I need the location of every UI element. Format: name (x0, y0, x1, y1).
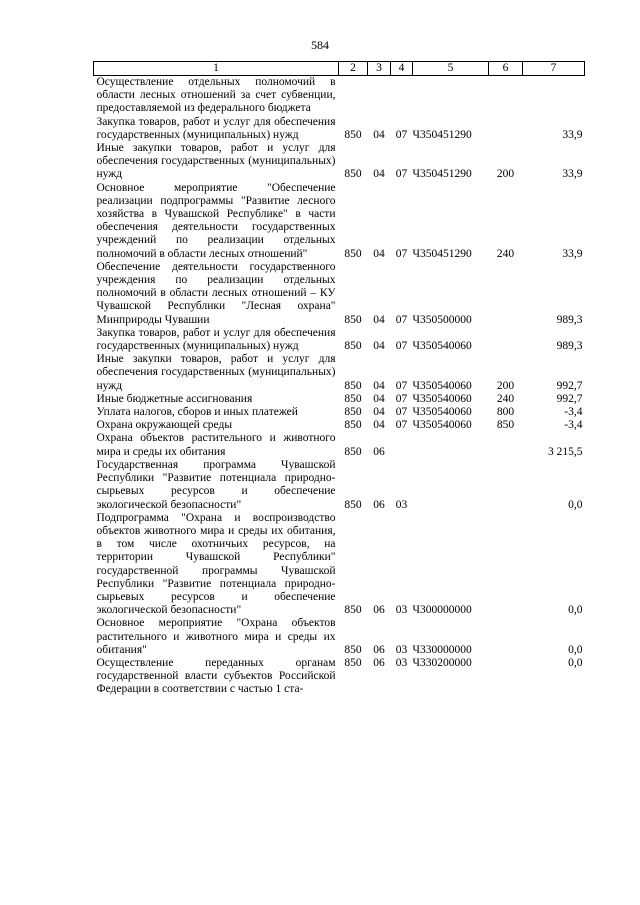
row-target-cell: Ч300000000 (412, 604, 472, 617)
row-target-cell: Ч350540060 (412, 340, 472, 353)
row-target-cell: Ч350540060 (412, 392, 472, 405)
row-subsection-cell: 07 (395, 128, 408, 141)
row-admin-code-cell (339, 76, 368, 116)
row-subsection-cell: 03 (395, 656, 408, 669)
row-subsection-cell (391, 432, 413, 458)
row-target-cell (413, 432, 489, 458)
table-row (94, 393, 585, 406)
row-name-cell: Осуществление переданных органам государственной власти субъектов Российской Федерации в соответствии с частью 1 ста- (96, 656, 336, 696)
row-amount-cell: 0,0 (568, 604, 583, 617)
row-admin-code-cell: 850 (344, 406, 362, 419)
row-section-cell: 04 (373, 406, 385, 419)
row-expense-type-cell: 200 (496, 168, 515, 181)
table-row (94, 657, 585, 697)
row-expense-type-cell (489, 76, 523, 116)
row-name-cell: Охрана окружающей среды (96, 419, 233, 432)
row-admin-code-cell: 850 (344, 445, 362, 458)
row-expense-type-cell: 240 (496, 392, 515, 405)
table-row (94, 142, 585, 182)
row-target-cell: Ч330200000 (412, 656, 472, 669)
row-target-cell: Ч330000000 (412, 643, 472, 656)
table-row (94, 512, 585, 618)
row-subsection-cell: 07 (395, 406, 408, 419)
row-amount-cell: 33,9 (562, 128, 583, 141)
table-row (94, 76, 585, 116)
row-target-cell: Ч350540060 (412, 419, 472, 432)
row-target-cell: Ч350451290 (412, 247, 472, 260)
row-section-cell: 04 (373, 247, 385, 260)
table-row (94, 353, 585, 393)
row-amount-cell: 3 215,5 (548, 445, 583, 458)
table-row (94, 419, 585, 432)
row-name-cell: Иные закупки товаров, работ и услуг для обеспечения государственных (муниципальных) нужд (96, 353, 336, 392)
row-section-cell: 04 (373, 392, 385, 405)
row-expense-type-cell (489, 116, 523, 142)
row-name-cell: Государственная программа Чувашской Республики "Развитие потенциала природно-сырьевых ресурсов и обеспечение экологической безопасности" (96, 458, 336, 511)
row-subsection-cell: 07 (395, 313, 408, 326)
row-target-cell (413, 459, 489, 512)
row-target-cell: Ч350500000 (412, 313, 472, 326)
header-col-5: 5 (413, 62, 489, 76)
row-expense-type-cell: 850 (496, 419, 515, 432)
row-target-cell: Ч350451290 (412, 128, 472, 141)
table-row (94, 432, 585, 458)
row-expense-type-cell: 800 (496, 406, 515, 419)
row-admin-code-cell: 850 (344, 643, 362, 656)
table-row (94, 116, 585, 142)
row-target-cell: Ч350451290 (412, 168, 472, 181)
row-amount-cell: 992,7 (556, 392, 583, 405)
row-subsection-cell: 07 (395, 168, 408, 181)
row-amount-cell: 0,0 (568, 656, 583, 669)
row-expense-type-cell (489, 512, 523, 618)
row-section-cell: 04 (373, 379, 385, 392)
row-section-cell: 06 (373, 498, 385, 511)
table-row (94, 617, 585, 657)
row-expense-type-cell (489, 261, 523, 327)
row-section-cell: 04 (373, 128, 385, 141)
row-admin-code-cell: 850 (344, 168, 362, 181)
row-amount-cell: -3,4 (564, 419, 583, 432)
row-admin-code-cell: 850 (344, 419, 362, 432)
row-subsection-cell: 07 (395, 392, 408, 405)
row-amount-cell: 989,3 (556, 340, 583, 353)
row-amount-cell: 0,0 (568, 498, 583, 511)
row-subsection-cell: 07 (395, 247, 408, 260)
row-amount-cell (523, 76, 585, 116)
table-row (94, 182, 585, 261)
row-target-cell (413, 76, 489, 116)
row-section-cell: 06 (373, 445, 385, 458)
row-expense-type-cell (489, 432, 523, 458)
row-subsection-cell: 07 (395, 340, 408, 353)
row-expense-type-cell: 240 (496, 247, 515, 260)
row-name-cell: Иные бюджетные ассигнования (96, 392, 253, 405)
page-number: 584 (311, 38, 329, 52)
row-subsection-cell: 03 (395, 643, 408, 656)
row-admin-code-cell: 850 (344, 392, 362, 405)
row-expense-type-cell (489, 327, 523, 353)
header-col-3: 3 (368, 62, 391, 76)
header-col-6: 6 (489, 62, 523, 76)
row-name-cell: Обеспечение деятельности государственного учреждения по реализации отдельных полномочий в области лесных отношений – КУ Чувашской Республики "Лесная охрана" Минприроды Чувашии (96, 260, 336, 326)
row-expense-type-cell (489, 617, 523, 657)
row-section-cell: 04 (373, 340, 385, 353)
row-admin-code-cell: 850 (344, 128, 362, 141)
header-col-2: 2 (339, 62, 368, 76)
row-admin-code-cell: 850 (344, 604, 362, 617)
row-section-cell: 04 (373, 419, 385, 432)
row-amount-cell: 0,0 (568, 643, 583, 656)
row-name-cell: Основное мероприятие "Охрана объектов растительного и животного мира и среды их обитания" (96, 617, 336, 656)
row-subsection-cell (391, 76, 413, 116)
row-amount-cell: 33,9 (562, 247, 583, 260)
row-expense-type-cell: 200 (496, 379, 515, 392)
row-name-cell: Иные закупки товаров, работ и услуг для обеспечения государственных (муниципальных) нужд (96, 142, 336, 181)
row-name-cell: Закупка товаров, работ и услуг для обеспечения государственных (муниципальных) нужд (96, 326, 336, 353)
row-target-cell: Ч350540060 (412, 406, 472, 419)
row-name-cell: Основное мероприятие "Обеспечение реализации подпрограммы "Развитие лесного хозяйства в Чувашской Республике" в части обеспечения деятельности государственных учреждений по реализации отдельных полномочий в области лесных отношений" (96, 181, 336, 260)
row-subsection-cell: 03 (395, 604, 408, 617)
row-target-cell: Ч350540060 (412, 379, 472, 392)
row-section-cell (368, 76, 391, 116)
row-expense-type-cell (489, 459, 523, 512)
row-admin-code-cell: 850 (344, 379, 362, 392)
row-section-cell: 04 (373, 168, 385, 181)
row-amount-cell: 989,3 (556, 313, 583, 326)
row-section-cell: 06 (373, 604, 385, 617)
row-admin-code-cell: 850 (344, 656, 362, 669)
table-row (94, 406, 585, 419)
table-row (94, 327, 585, 353)
budget-table (93, 61, 585, 697)
table-row (94, 459, 585, 512)
table-row (94, 261, 585, 327)
row-admin-code-cell: 850 (344, 340, 362, 353)
row-admin-code-cell: 850 (344, 247, 362, 260)
row-name-cell: Осуществление отдельных полномочий в области лесных отношений за счет субвенции, предоставляемой из федерального бюджета (96, 76, 336, 115)
row-admin-code-cell: 850 (344, 313, 362, 326)
row-subsection-cell: 03 (395, 498, 408, 511)
row-subsection-cell: 07 (395, 419, 408, 432)
row-amount-cell: 992,7 (556, 379, 583, 392)
header-col-1: 1 (94, 62, 339, 76)
row-subsection-cell: 07 (395, 379, 408, 392)
row-section-cell: 06 (373, 656, 385, 669)
row-expense-type-cell (489, 657, 523, 697)
row-amount-cell: -3,4 (564, 406, 583, 419)
row-amount-cell: 33,9 (562, 168, 583, 181)
row-admin-code-cell: 850 (344, 498, 362, 511)
row-section-cell: 04 (373, 313, 385, 326)
header-col-4: 4 (391, 62, 413, 76)
header-row (94, 62, 585, 76)
row-section-cell: 06 (373, 643, 385, 656)
row-name-cell: Подпрограмма "Охрана и воспроизводство объектов животного мира и среды их обитания, в том числе охотничьих ресурсов, на территории Чувашской Республики" государственной программы Чувашской Республики "Развитие потенциала природно-сырьевых ресурсов и обеспечение экологической безопасности" (96, 511, 336, 617)
row-name-cell: Уплата налогов, сборов и иных платежей (96, 406, 298, 419)
row-name-cell: Охрана объектов растительного и животного мира и среды их обитания (96, 432, 336, 458)
header-col-7: 7 (523, 62, 585, 76)
row-name-cell: Закупка товаров, работ и услуг для обеспечения государственных (муниципальных) нужд (96, 115, 336, 141)
